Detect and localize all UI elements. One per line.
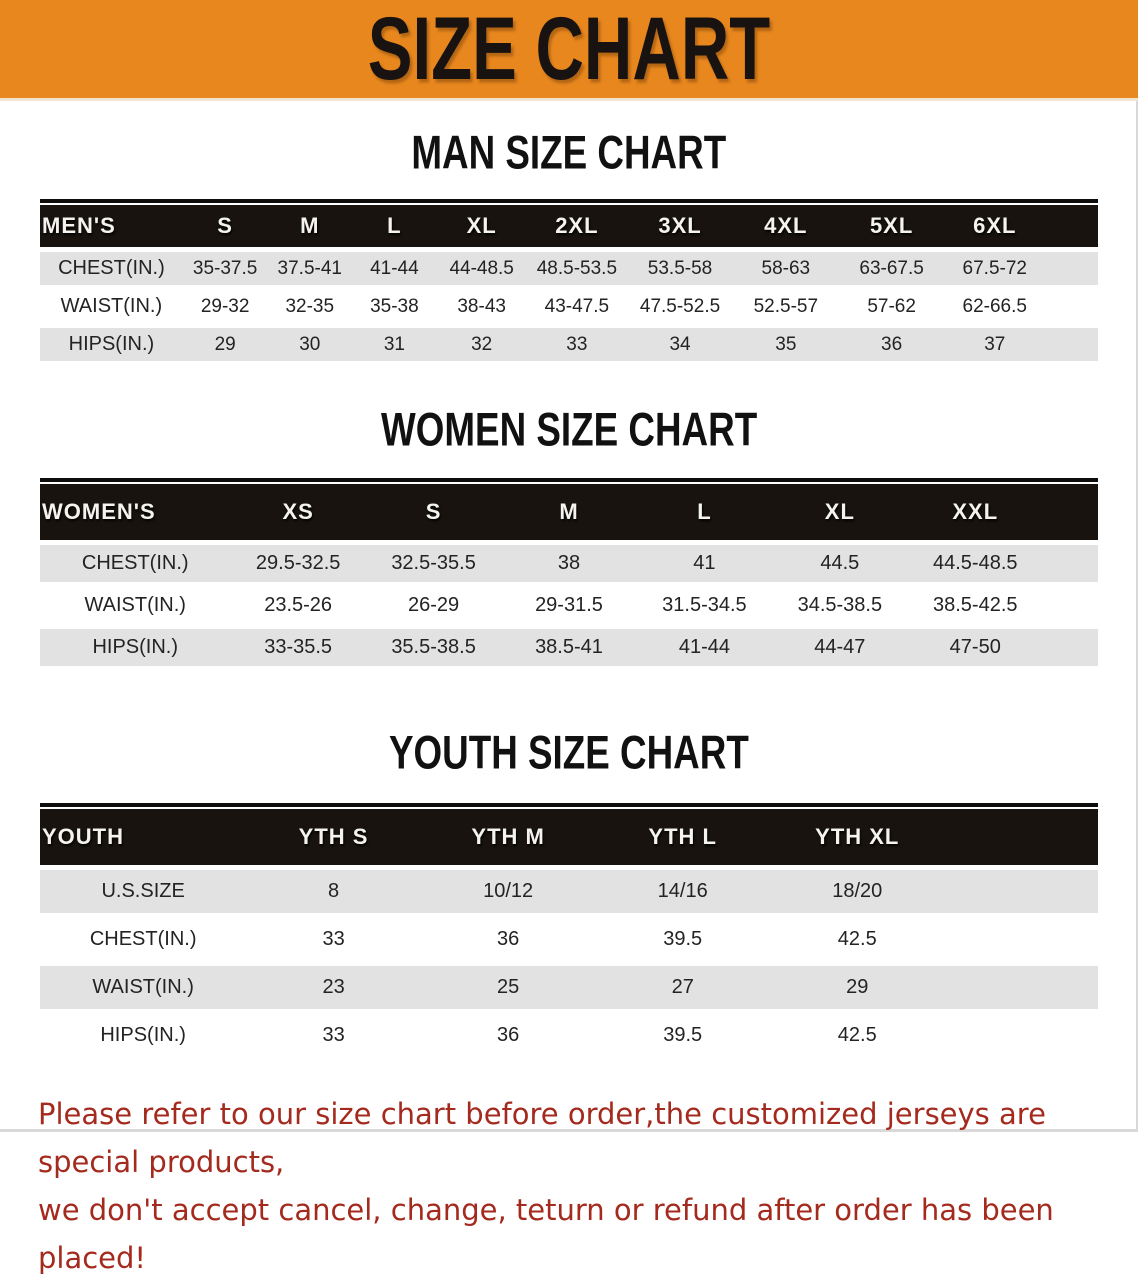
- value-cell: 38: [501, 545, 636, 582]
- row-label-cell: HIPS(IN.): [40, 328, 183, 361]
- value-cell: 29-31.5: [535, 594, 603, 616]
- size-chart-banner: [0, 0, 1138, 101]
- value-cell: 29: [183, 328, 268, 361]
- row-label-cell: HIPS(IN.): [100, 1024, 186, 1046]
- value-cell: 67.5-72: [945, 252, 1046, 285]
- size-column-header: YTH M: [421, 809, 596, 865]
- value-cell: 58-63: [733, 252, 839, 285]
- row-label-cell: WAIST(IN.): [60, 295, 163, 317]
- size-column-header: YTH XL: [770, 809, 945, 865]
- disclaimer-line-1: Please refer to our size chart before order,the customized jerseys are special products,: [38, 1097, 1046, 1179]
- value-cell: 35-38: [370, 295, 419, 317]
- value-cell: 29.5-32.5: [230, 545, 365, 582]
- youth-section: [0, 671, 1138, 1062]
- row-label-cell: WAIST(IN.): [40, 966, 246, 1009]
- size-column-header: XL: [772, 484, 907, 540]
- row-label-cell: WAIST(IN.): [84, 594, 186, 616]
- row-spacer-cell: [945, 870, 1098, 913]
- value-cell: 34.5-38.5: [797, 594, 883, 616]
- value-cell: 37.5-41: [267, 252, 352, 285]
- youth-table-wrap: [40, 803, 1098, 1062]
- size-column-header: XS: [230, 484, 365, 540]
- size-column-header: YTH L: [595, 809, 770, 865]
- men-table-wrap: [40, 199, 1098, 366]
- value-cell: 23.5-26: [264, 594, 333, 616]
- header-spacer-cell: [1045, 205, 1098, 247]
- value-cell: 26-29: [407, 594, 460, 616]
- table-row: [40, 918, 1098, 961]
- size-column-header: XL: [437, 205, 527, 247]
- size-column-header: S: [366, 484, 501, 540]
- women-size-table: [40, 479, 1098, 671]
- table-header-row: [40, 484, 1098, 540]
- value-cell: 44-48.5: [437, 252, 527, 285]
- value-cell: 33: [322, 1024, 345, 1046]
- value-cell: 31.5-34.5: [662, 594, 747, 616]
- value-cell: 23: [246, 966, 421, 1009]
- value-cell: 36: [839, 328, 945, 361]
- size-column-header: 5XL: [839, 205, 945, 247]
- table-corner-label: MEN'S: [40, 205, 183, 247]
- table-row: [40, 966, 1098, 1009]
- table-corner-label: YOUTH: [40, 809, 246, 865]
- table-row: [40, 328, 1098, 361]
- size-column-header: L: [352, 205, 437, 247]
- value-cell: 27: [595, 966, 770, 1009]
- value-cell: 30: [267, 328, 352, 361]
- value-cell: 14/16: [595, 870, 770, 913]
- value-cell: 41: [637, 545, 772, 582]
- banner-title: SIZE CHART: [367, 0, 771, 99]
- size-column-header: 4XL: [733, 205, 839, 247]
- value-cell: 42.5: [837, 928, 877, 950]
- women-section-heading: [0, 366, 1138, 478]
- value-cell: 44-47: [772, 629, 907, 666]
- youth-size-table: [40, 804, 1098, 1062]
- value-cell: 18/20: [770, 870, 945, 913]
- size-column-header: M: [501, 484, 636, 540]
- table-row: [40, 587, 1098, 624]
- table-row: [40, 870, 1098, 913]
- row-spacer-cell: [945, 918, 1098, 961]
- men-section-heading: [0, 101, 1138, 199]
- value-cell: 44.5: [772, 545, 907, 582]
- value-cell: 63-67.5: [839, 252, 945, 285]
- value-cell: 48.5-53.5: [527, 252, 628, 285]
- value-cell: 37: [945, 328, 1046, 361]
- table-row: [40, 545, 1098, 582]
- value-cell: 33: [527, 328, 628, 361]
- value-cell: 35.5-38.5: [366, 629, 501, 666]
- size-column-header: XXL: [908, 484, 1043, 540]
- value-cell: 32: [437, 328, 527, 361]
- women-table-wrap: [40, 478, 1098, 671]
- size-column-header: 2XL: [527, 205, 628, 247]
- size-column-header: M: [267, 205, 352, 247]
- value-cell: 38-43: [457, 295, 506, 317]
- table-header-row: [40, 809, 1098, 865]
- value-cell: 35: [733, 328, 839, 361]
- value-cell: 39.5: [663, 1024, 703, 1046]
- value-cell: 33-35.5: [230, 629, 365, 666]
- row-spacer-cell: [1045, 328, 1098, 361]
- row-spacer-cell: [1045, 252, 1098, 285]
- disclaimer-note: [38, 1090, 1100, 1282]
- header-spacer-cell: [945, 809, 1098, 865]
- value-cell: 62-66.5: [962, 295, 1027, 317]
- row-label-cell: CHEST(IN.): [40, 252, 183, 285]
- table-corner-label: WOMEN'S: [40, 484, 230, 540]
- men-heading-text: MAN SIZE CHART: [411, 125, 727, 179]
- value-cell: 47.5-52.5: [639, 295, 721, 317]
- row-spacer-cell: [945, 1014, 1098, 1057]
- table-row: [40, 252, 1098, 285]
- size-column-header: YTH S: [246, 809, 421, 865]
- row-spacer-cell: [945, 966, 1098, 1009]
- row-label-cell: CHEST(IN.): [89, 928, 197, 950]
- women-section: [0, 366, 1138, 671]
- value-cell: 44.5-48.5: [908, 545, 1043, 582]
- value-cell: 33: [322, 928, 345, 950]
- row-spacer-cell: [1045, 290, 1098, 323]
- size-column-header: 6XL: [945, 205, 1046, 247]
- size-column-header: S: [183, 205, 268, 247]
- table-header-row: [40, 205, 1098, 247]
- value-cell: 57-62: [867, 295, 916, 317]
- value-cell: 47-50: [908, 629, 1043, 666]
- youth-section-heading: [0, 671, 1138, 803]
- value-cell: 29: [770, 966, 945, 1009]
- value-cell: 35-37.5: [183, 252, 268, 285]
- men-section: [0, 101, 1138, 366]
- value-cell: 38.5-41: [501, 629, 636, 666]
- size-column-header: 3XL: [627, 205, 733, 247]
- value-cell: 32.5-35.5: [366, 545, 501, 582]
- table-row: [40, 290, 1098, 323]
- value-cell: 32-35: [285, 295, 335, 317]
- value-cell: 25: [421, 966, 596, 1009]
- size-column-header: L: [637, 484, 772, 540]
- row-label-cell: HIPS(IN.): [40, 629, 230, 666]
- value-cell: 39.5: [663, 928, 703, 950]
- header-spacer-cell: [1043, 484, 1098, 540]
- row-spacer-cell: [1043, 545, 1098, 582]
- value-cell: 43-47.5: [544, 295, 610, 317]
- value-cell: 29-32: [200, 295, 250, 317]
- women-heading-text: WOMEN SIZE CHART: [380, 402, 758, 456]
- value-cell: 8: [246, 870, 421, 913]
- value-cell: 53.5-58: [627, 252, 733, 285]
- row-label-cell: U.S.SIZE: [40, 870, 246, 913]
- table-row: [40, 1014, 1098, 1057]
- youth-heading-text: YOUTH SIZE CHART: [389, 725, 749, 779]
- value-cell: 42.5: [837, 1024, 877, 1046]
- value-cell: 52.5-57: [753, 295, 819, 317]
- row-spacer-cell: [1043, 629, 1098, 666]
- value-cell: 10/12: [421, 870, 596, 913]
- men-size-table: [40, 200, 1098, 366]
- row-label-cell: CHEST(IN.): [40, 545, 230, 582]
- value-cell: 41-44: [352, 252, 437, 285]
- value-cell: 34: [627, 328, 733, 361]
- value-cell: 36: [497, 928, 520, 950]
- value-cell: 31: [352, 328, 437, 361]
- value-cell: 38.5-42.5: [933, 594, 1018, 616]
- value-cell: 36: [497, 1024, 520, 1046]
- row-spacer-cell: [1043, 587, 1098, 624]
- value-cell: 41-44: [637, 629, 772, 666]
- disclaimer-line-2: we don't accept cancel, change, teturn or refund after order has been placed!: [38, 1193, 1054, 1275]
- table-row: [40, 629, 1098, 666]
